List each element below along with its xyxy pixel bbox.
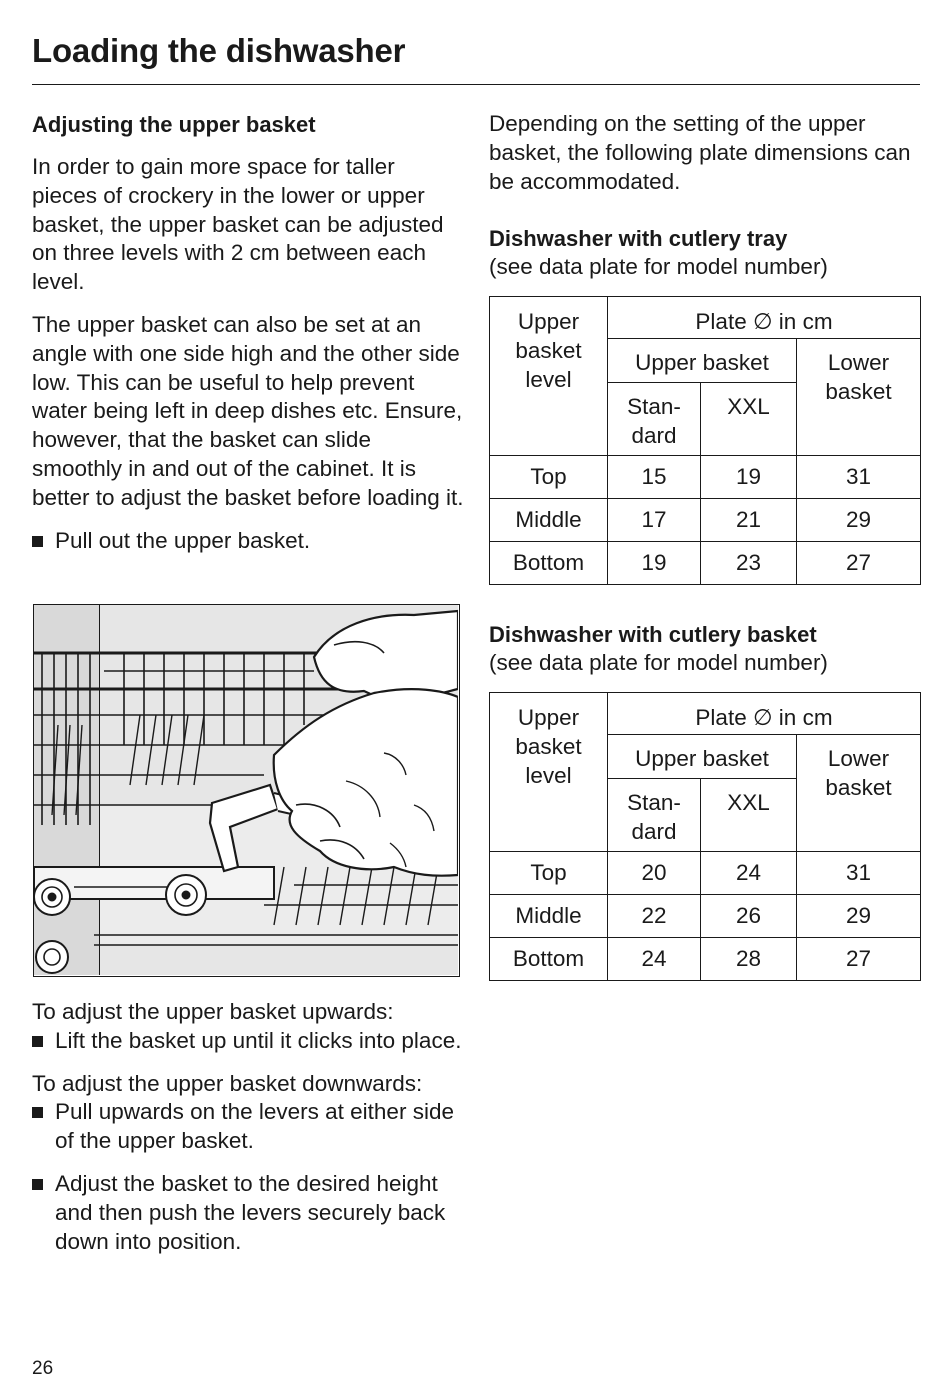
table-heading-cutlery-basket: Dishwasher with cutlery basket <box>489 622 817 648</box>
cell-lower: 31 <box>797 456 921 499</box>
header-upper-basket: Upper basket <box>608 339 797 383</box>
cell-xxl: 24 <box>701 851 797 894</box>
table-row <box>490 851 921 894</box>
header-plate-diameter: Plate ∅ in cm <box>608 297 921 339</box>
bullet-text: Pull out the upper basket. <box>55 527 311 553</box>
cell-xxl: 19 <box>701 456 797 499</box>
cell-lower: 27 <box>797 937 921 980</box>
table-row <box>490 542 921 585</box>
paragraph-angle: The upper basket can also be set at an angle with one side high and the other side low. This can be useful to help prevent water being left in deep dishes etc. Ensure, however, that the basket can slide smoothly in and out of the cabinet. It is better to adjust the basket before loading it. <box>32 311 464 510</box>
header-plate-diameter: Plate ∅ in cm <box>608 692 921 734</box>
cell-level: Top <box>490 851 608 894</box>
section-heading-adjusting: Adjusting the upper basket <box>32 112 316 137</box>
paragraph-levels: In order to gain more space for taller pieces of crockery in the lower or upper basket, the upper basket can be adjusted on three levels with 2 cm between each level. <box>32 154 444 295</box>
header-standard: Stan-dard <box>608 383 701 456</box>
table-row <box>490 499 921 542</box>
bullet-square-icon <box>32 1107 43 1118</box>
plate-dimensions-intro: Depending on the setting of the upper basket, the following plate dimensions can be accommodated. <box>489 111 911 194</box>
plate-table-cutlery-tray <box>489 296 921 585</box>
table-subheading-cutlery-tray: (see data plate for model number) <box>489 254 828 280</box>
cell-standard: 17 <box>608 499 701 542</box>
cell-xxl: 23 <box>701 542 797 585</box>
table-row <box>490 456 921 499</box>
cell-standard: 15 <box>608 456 701 499</box>
cell-level: Bottom <box>490 937 608 980</box>
bullet-square-icon <box>32 1179 43 1190</box>
bullet-square-icon <box>32 1036 43 1047</box>
bullet-pull-out <box>32 527 464 556</box>
page-title: Loading the dishwasher <box>32 32 406 69</box>
cell-xxl: 21 <box>701 499 797 542</box>
cell-level: Bottom <box>490 542 608 585</box>
cell-standard: 22 <box>608 894 701 937</box>
plate-table-cutlery-basket <box>489 692 921 981</box>
bullet-text: Pull upwards on the levers at either side of the upper basket. <box>55 1099 454 1154</box>
cell-xxl: 26 <box>701 894 797 937</box>
header-lower-basket: Lower basket <box>797 339 921 456</box>
cell-level: Middle <box>490 499 608 542</box>
right-column <box>489 110 920 981</box>
cell-standard: 19 <box>608 542 701 585</box>
cell-level: Top <box>490 456 608 499</box>
table-subheading-cutlery-basket: (see data plate for model number) <box>489 650 828 676</box>
bullet-text: Lift the basket up until it clicks into place. <box>55 1027 462 1053</box>
table-row <box>490 894 921 937</box>
cell-standard: 20 <box>608 851 701 894</box>
downwards-heading: To adjust the upper basket downwards: <box>32 1070 423 1096</box>
upwards-heading: To adjust the upper basket upwards: <box>32 999 394 1024</box>
header-standard: Stan-dard <box>608 778 701 851</box>
header-upper-basket-level: Upper basket level <box>490 692 608 851</box>
cell-lower: 29 <box>797 499 921 542</box>
header-upper-basket-level: Upper basket level <box>490 297 608 456</box>
page-number: 26 <box>32 1358 54 1379</box>
header-xxl: XXL <box>701 383 797 456</box>
cell-lower: 29 <box>797 894 921 937</box>
title-rule <box>32 84 920 85</box>
bullet-lift-basket <box>32 1027 464 1056</box>
cell-standard: 24 <box>608 937 701 980</box>
header-xxl: XXL <box>701 778 797 851</box>
header-upper-basket: Upper basket <box>608 734 797 778</box>
bullet-text: Adjust the basket to the desired height and then push the levers securely back down into position. <box>55 1170 446 1254</box>
cell-lower: 31 <box>797 851 921 894</box>
cell-level: Middle <box>490 894 608 937</box>
table-row <box>490 937 921 980</box>
cell-lower: 27 <box>797 542 921 585</box>
bullet-pull-levers <box>32 1098 464 1156</box>
cell-xxl: 28 <box>701 937 797 980</box>
bullet-adjust-height <box>32 1170 464 1256</box>
basket-lever-illustration <box>33 604 460 977</box>
left-column-instructions <box>32 998 464 1256</box>
header-lower-basket: Lower basket <box>797 734 921 851</box>
left-column <box>32 110 464 555</box>
table-heading-cutlery-tray: Dishwasher with cutlery tray <box>489 226 788 252</box>
bullet-square-icon <box>32 536 43 547</box>
